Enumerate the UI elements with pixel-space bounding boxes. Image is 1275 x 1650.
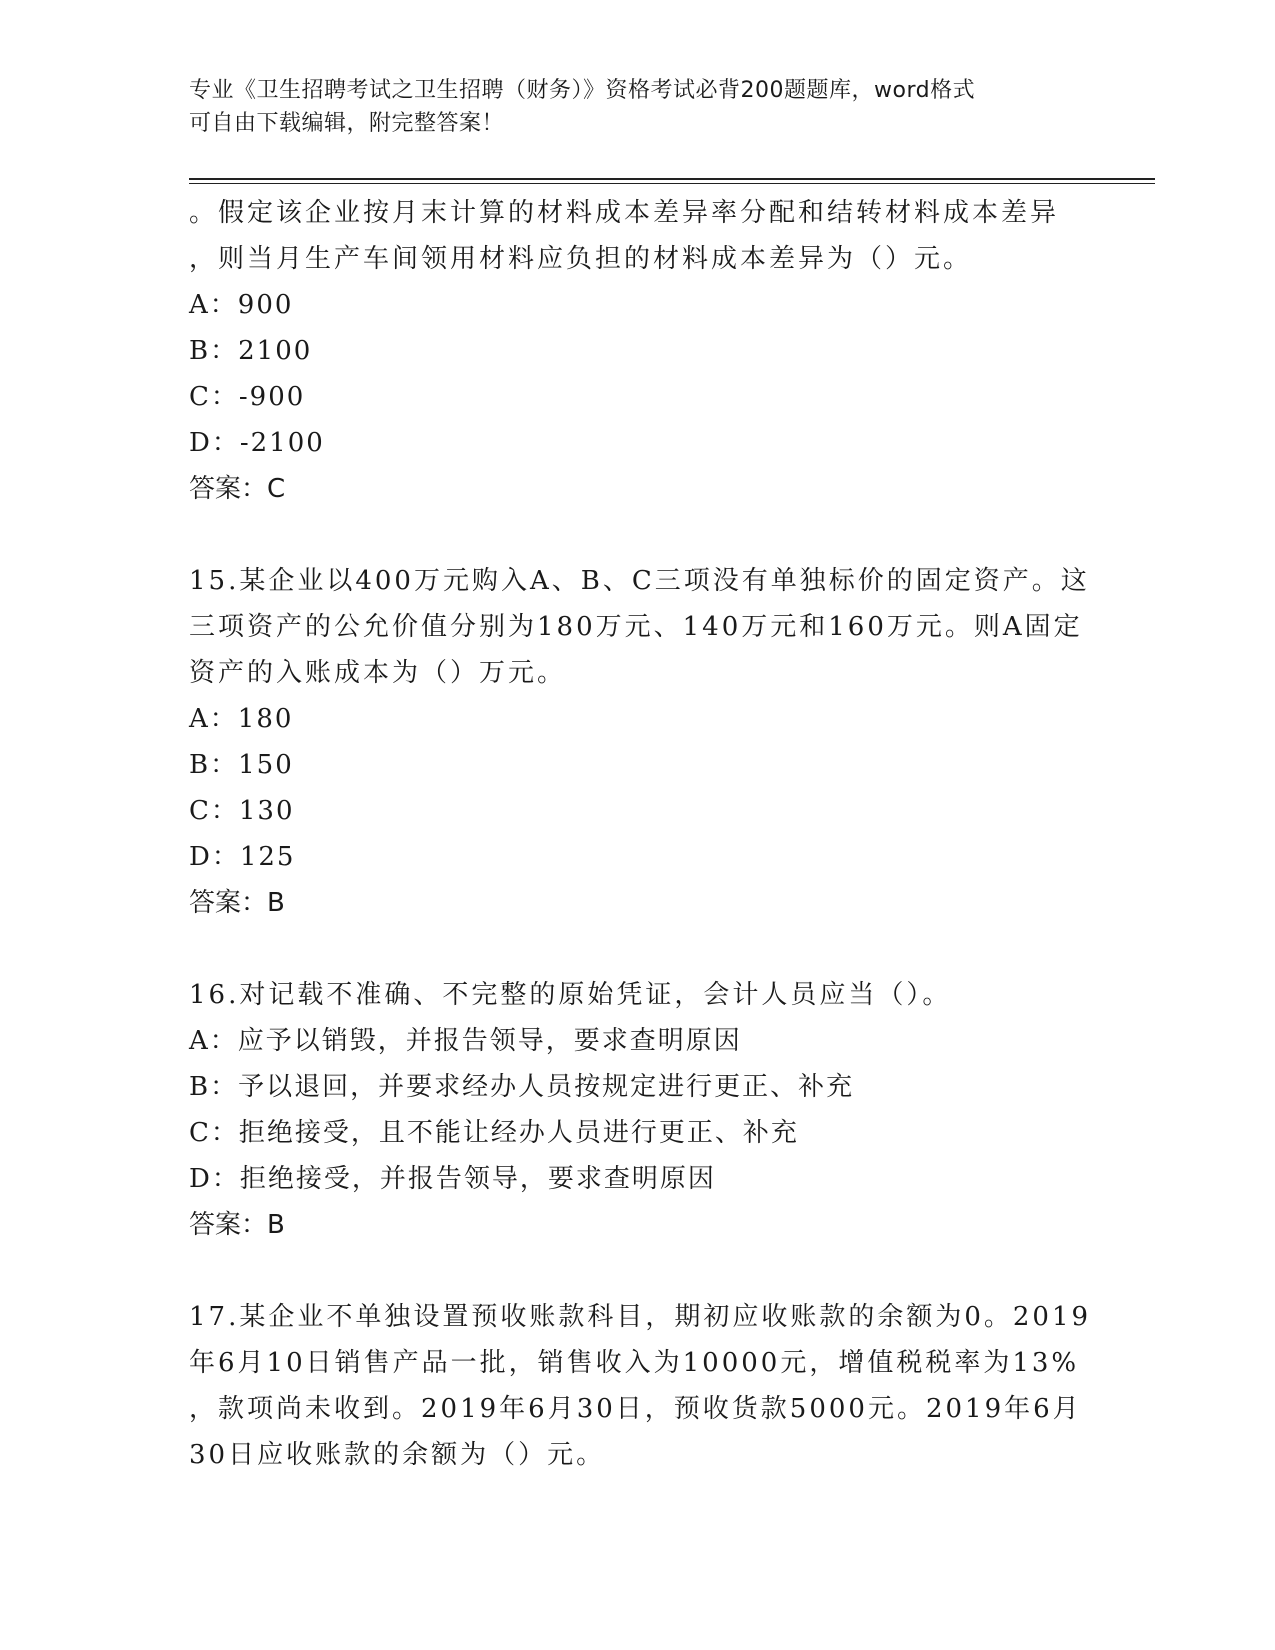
question-text-line: 。假定该企业按月末计算的材料成本差异率分配和结转材料成本差异 [189, 198, 1060, 228]
option-a: A：900 [189, 290, 294, 320]
answer-line: 答案：B [189, 888, 285, 918]
question-text-line: 三项资产的公允价值分别为180万元、140万元和160万元。则A固定 [189, 612, 1083, 642]
question-text-line: 17.某企业不单独设置预收账款科目，期初应收账款的余额为0。2019 [189, 1302, 1092, 1332]
question-14 [189, 190, 1089, 512]
option-a: A：180 [189, 704, 294, 734]
option-c: C：拒绝接受，且不能让经办人员进行更正、补充 [189, 1118, 799, 1148]
spacer [189, 512, 1089, 558]
question-text-line: 年6月10日销售产品一批，销售收入为10000元，增值税税率为13% [189, 1348, 1080, 1378]
question-15 [189, 558, 1089, 926]
header-rule-thin [189, 183, 1155, 184]
header-line-2: 可自由下载编辑，附完整答案！ [189, 111, 505, 136]
option-d: D：-2100 [189, 428, 325, 458]
document-header [189, 74, 1069, 140]
question-17 [189, 1294, 1092, 1478]
option-c: C：-900 [189, 382, 306, 412]
answer-line: 答案：C [189, 474, 286, 504]
option-d: D：拒绝接受，并报告领导，要求查明原因 [189, 1164, 716, 1194]
spacer [189, 1248, 1089, 1294]
option-a: A：应予以销毁，并报告领导，要求查明原因 [189, 1026, 742, 1056]
option-b: B：150 [189, 750, 294, 780]
question-16 [189, 972, 1089, 1248]
question-text-line: ，款项尚未收到。2019年6月30日，预收货款5000元。2019年6月 [189, 1394, 1082, 1424]
document-body [189, 190, 1092, 1478]
option-b: B：2100 [189, 336, 313, 366]
question-text-line: 30日应收账款的余额为（）元。 [189, 1440, 606, 1470]
option-d: D：125 [189, 842, 296, 872]
question-text-line: 15.某企业以400万元购入A、B、C三项没有单独标价的固定资产。这 [189, 566, 1090, 596]
answer-line: 答案：B [189, 1210, 285, 1240]
header-rule-thick [189, 178, 1155, 180]
option-b: B：予以退回，并要求经办人员按规定进行更正、补充 [189, 1072, 855, 1102]
spacer [189, 926, 1089, 972]
question-text-line: 资产的入账成本为（）万元。 [189, 658, 567, 688]
question-text-line: ，则当月生产车间领用材料应负担的材料成本差异为（）元。 [189, 244, 973, 274]
header-line-1: 专业《卫生招聘考试之卫生招聘（财务）》资格考试必背200题题库，word格式 [189, 78, 976, 103]
option-c: C：130 [189, 796, 295, 826]
question-text-line: 16.对记载不准确、不完整的原始凭证，会计人员应当（）。 [189, 980, 952, 1010]
